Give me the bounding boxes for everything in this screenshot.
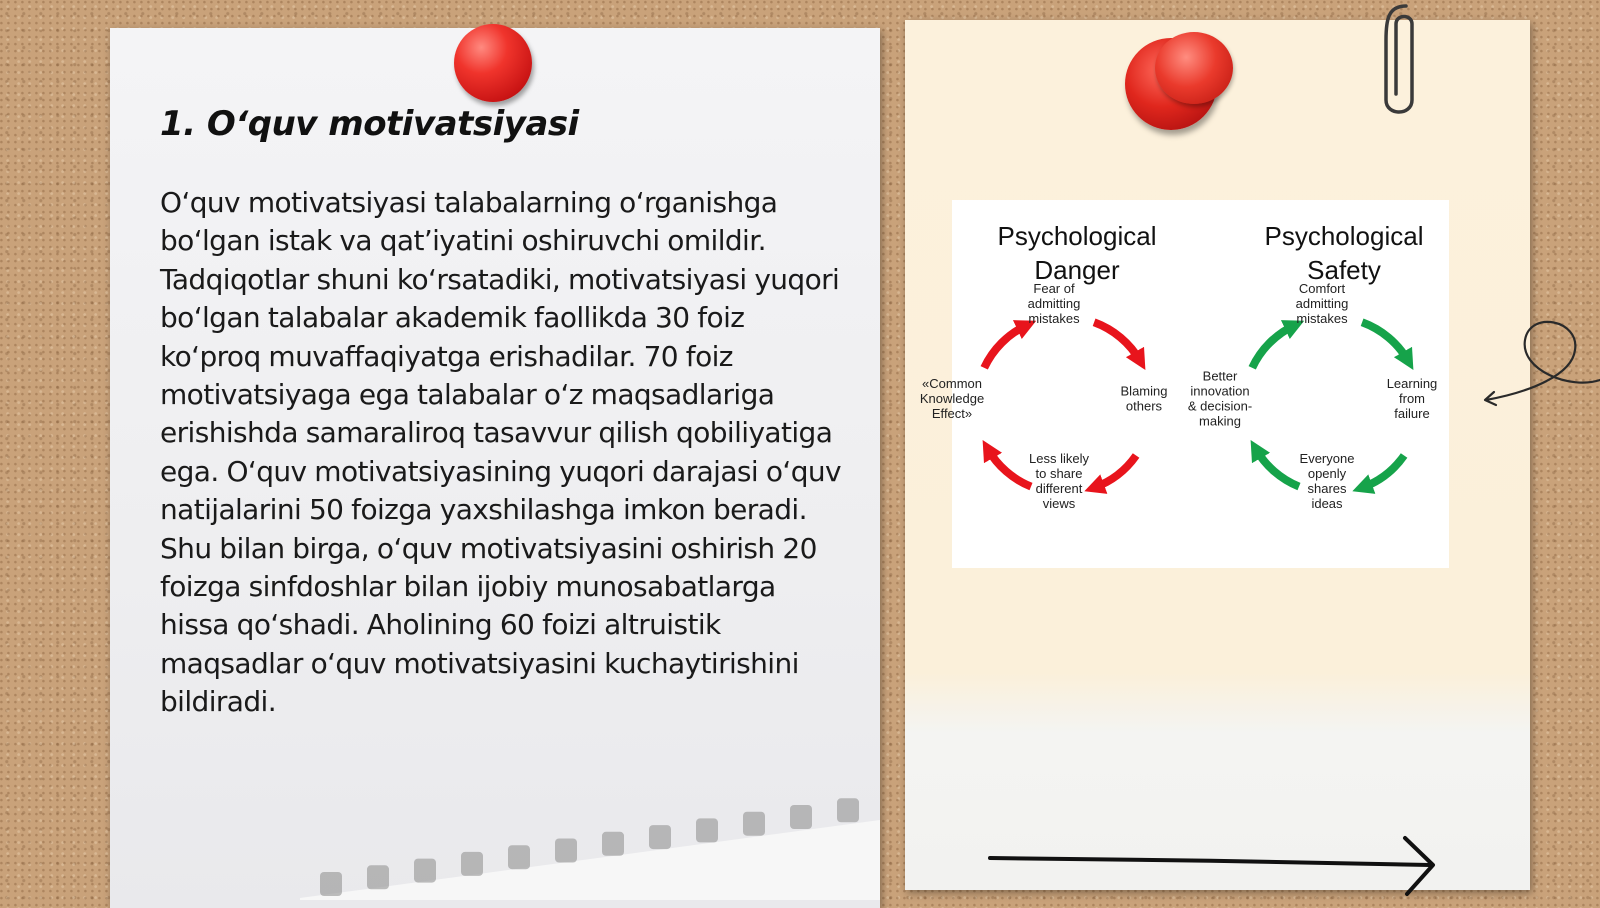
safety-cycle-arrow [1256,449,1299,487]
danger-node-top-label: Fear of [1033,281,1075,296]
psychological-safety-diagram [919,200,1449,568]
safety-cycle [1188,281,1437,511]
notebook-hole [555,839,577,863]
torn-notebook-edge [300,800,880,900]
danger-cycle-arrow [984,325,1027,368]
slide-title: 1. O‘quv motivatsiyasi [160,104,579,144]
notebook-hole [837,798,859,822]
danger-node-bottom-label: different [1035,481,1083,496]
danger-cycle-arrow [1094,322,1140,361]
danger-node-top-label: mistakes [1028,311,1080,326]
red-pushpin-icon [454,24,532,102]
notebook-hole [414,859,436,883]
danger-node-bottom-label: Less likely [1029,451,1089,466]
safety-node-top-label: Comfort [1298,281,1346,296]
danger-cycle [920,281,1168,511]
safety-node-bottom-label: shares [1307,481,1347,496]
danger-node-bottom-label: views [1042,496,1076,511]
notebook-hole [461,852,483,876]
safety-node-top-label: admitting [1295,296,1349,311]
notebook-hole [367,865,389,889]
safety-node-bottom-label: Everyone [1299,451,1355,466]
safety-node-left-label: & decision- [1187,398,1253,414]
safety-title-line-1: Psychological [1264,221,1424,251]
danger-title-line-1: Psychological [997,221,1157,251]
safety-node-top-label: mistakes [1296,311,1348,326]
notebook-hole [743,812,765,836]
safety-cycle-arrow [1362,322,1408,361]
safety-node-left-label: making [1199,413,1241,429]
safety-title-line-2: Safety [1307,255,1381,285]
notebook-hole [508,845,530,869]
notebook-hole [602,832,624,856]
notebook-hole [790,805,812,829]
danger-node-top-label: admitting [1027,296,1081,311]
danger-node-right-label: others [1125,398,1163,414]
safety-node-right-label: failure [1394,406,1430,421]
right-arrow-icon [985,830,1445,900]
notebook-hole [320,872,342,896]
safety-node-bottom-label: openly [1307,466,1347,481]
notebook-hole [649,825,671,849]
safety-node-right-label: from [1399,391,1425,406]
safety-cycle-arrow [1362,456,1404,488]
safety-node-left-label: innovation [1190,383,1250,399]
safety-node-left-label: Better [1202,368,1238,384]
danger-cycle-arrow [1094,456,1136,488]
safety-cycle-arrow [1252,325,1295,368]
danger-node-left-label: «Common [922,376,982,391]
danger-node-right-label: Blaming [1120,383,1168,399]
danger-cycle-arrow [988,449,1031,487]
danger-node-left-label: Effect» [931,406,973,421]
danger-node-left-label: Knowledge [919,391,985,406]
danger-node-bottom-label: to share [1035,466,1083,481]
red-pushpin-icon [1155,32,1233,104]
body-paragraph: O‘quv motivatsiyasi talabalarning o‘rganishga bo‘lgan istak va qat’iyatini oshiruvchi omildir. Tadqiqotlar shuni ko‘rsatadiki, motivatsiyasi yuqori bo‘lgan talabalar akademik faollikda 30 foiz ko‘proq muvaffaqiyatga erishadilar. 70 foiz motivatsiyaga ega talabalar o‘z maqsadlariga erishishda samaraliroq tasavvur qilish qobiliyatiga ega. O‘quv motivatsiyasining yuqori darajasi o‘quv natijalarini 50 foizga yaxshilashga imkon beradi. Shu bilan birga, o‘quv motivatsiyasini oshirish 20 foizga sinfdoshlar bilan ijobiy munosabatlarga hissa qo‘shadi. Aholining 60 foizi altruistik maqsadlar o‘quv motivatsiyasini kuchaytirishini bildiradi. [160,186,842,719]
safety-node-bottom-label: ideas [1311,496,1343,511]
loop-arrow-doodle-icon [1480,310,1600,410]
paperclip-icon [1378,0,1422,126]
danger-title-line-2: Danger [1034,255,1120,285]
notebook-hole [696,818,718,842]
safety-node-right-label: Learning [1386,376,1438,391]
